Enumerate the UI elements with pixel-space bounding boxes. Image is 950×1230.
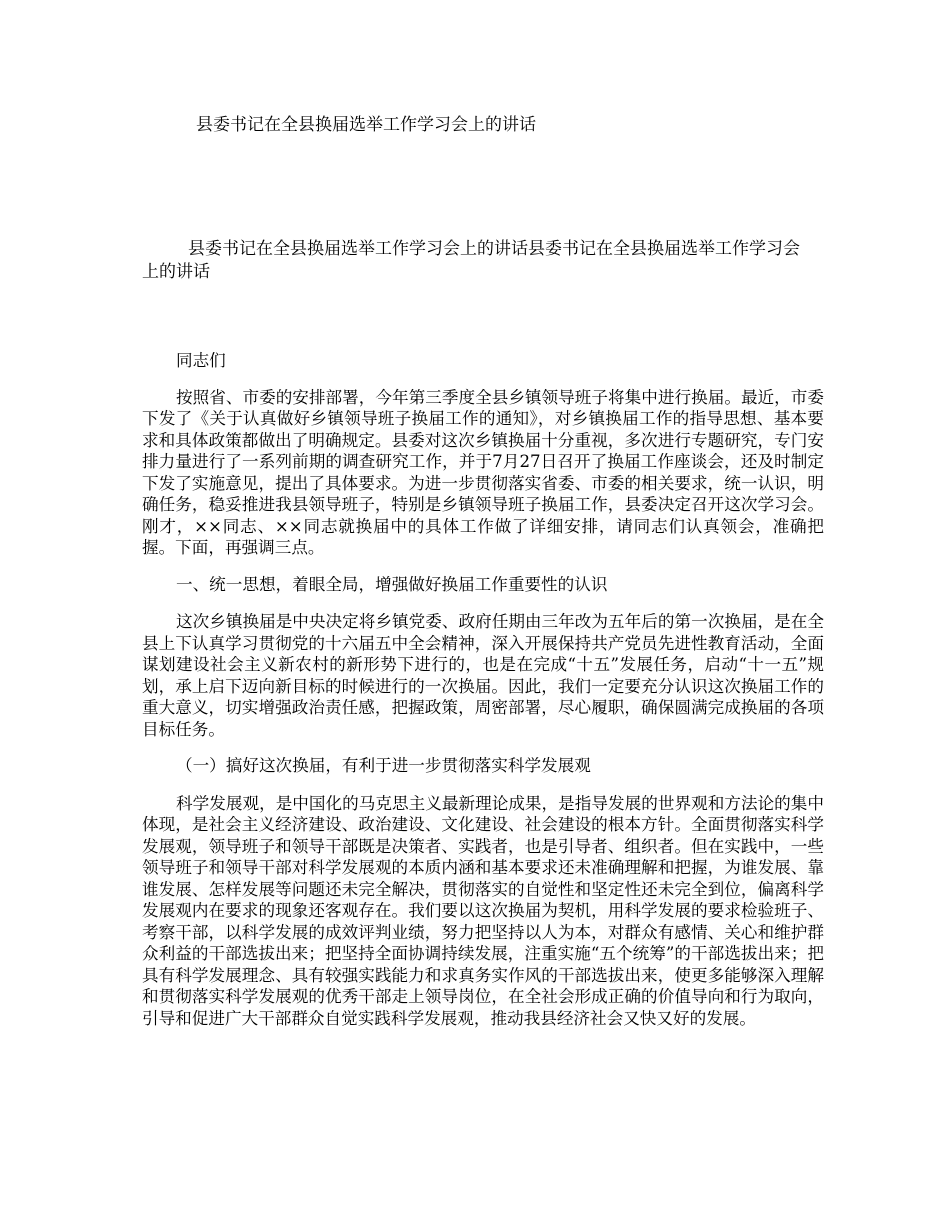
document-title: 县委书记在全县换届选举工作学习会上的讲话 (196, 115, 536, 135)
paragraph: 科学发展观，是中国化的马克思主义最新理论成果，是指导发展的世界观和方法论的集中体现，是社会主义经济建设、政治建设、文化建设、社会建设的根本方针。全面贯彻落实科学发展观，领导班子和领导干部既是决策者、实践者，也是引导者、组织者。但在实践中，一些领导班子和领导干部对科学发展观的本质内涵和基本要求还未准确理解和把握，为谁发展、靠谁发展、怎样发展等问题还未完全解决，贯彻落实的自觉性和坚定性还未完全到位，偏离科学发展观内在要求的现象还客观存在。我们要以这次换届为契机，用科学发展的要求检验班子、考察干部，以科学发展的成效评判业绩，努力把坚持以人为本，对群众有感情、关心和维护群众利益的干部选拔出来；把坚持全面协调持续发展，注重实施“五个统筹”的干部选拔出来；把具有科学发展理念、具有较强实践能力和求真务实作风的干部选拔出来，使更多能够深入理解和贯彻落实科学发展观的优秀干部走上领导岗位，在全社会形成正确的价值导向和行为取向，引导和促进广大干部群众自觉实践科学发展观，推动我县经济社会又快又好的发展。 (142, 793, 824, 1028)
document-body (142, 350, 824, 1044)
paragraph: 按照省、市委的安排部署，今年第三季度全县乡镇领导班子将集中进行换届。最近，市委下发了《关于认真做好乡镇领导班子换届工作的通知》，对乡镇换届工作的指导思想、基本要求和具体政策都做出了明确规定。县委对这次乡镇换届十分重视，多次进行专题研究，专门安排力量进行了一系列前期的调查研究工作，并于7月27日召开了换届工作座谈会，还及时制定下发了实施意见，提出了具体要求。为进一步贯彻落实省委、市委的相关要求，统一认识，明确任务，稳妥推进我县领导班子，特别是乡镇领导班子换届工作，县委决定召开这次学习会。刚才，××同志、××同志就换届中的具体工作做了详细安排，请同志们认真领会，准确把握。下面，再强调三点。 (142, 387, 824, 557)
subsection-heading: （一）搞好这次换届，有利于进一步贯彻落实科学发展观 (176, 756, 591, 775)
document-subtitle: 县委书记在全县换届选举工作学习会上的讲话县委书记在全县换届选举工作学习会上的讲话 (142, 239, 800, 282)
section-heading: 一、统一思想，着眼全局，增强做好换届工作重要性的认识 (176, 574, 608, 594)
salutation: 同志们 (176, 351, 226, 370)
paragraph: 这次乡镇换届是中央决定将乡镇党委、政府任期由三年改为五年后的第一次换届，是在全县上下认真学习贯彻党的十六届五中全会精神，深入开展保持共产党员先进性教育活动，全面谋划建设社会主义新农村的新形势下进行的，也是在完成“十五”发展任务，启动“十一五”规划，承上启下迈向新目标的时候进行的一次换届。因此，我们一定要充分认识这次换届工作的重大意义，切实增强政治责任感，把握政策，周密部署，尽心履职，确保圆满完成换届的各项目标任务。 (142, 612, 824, 739)
